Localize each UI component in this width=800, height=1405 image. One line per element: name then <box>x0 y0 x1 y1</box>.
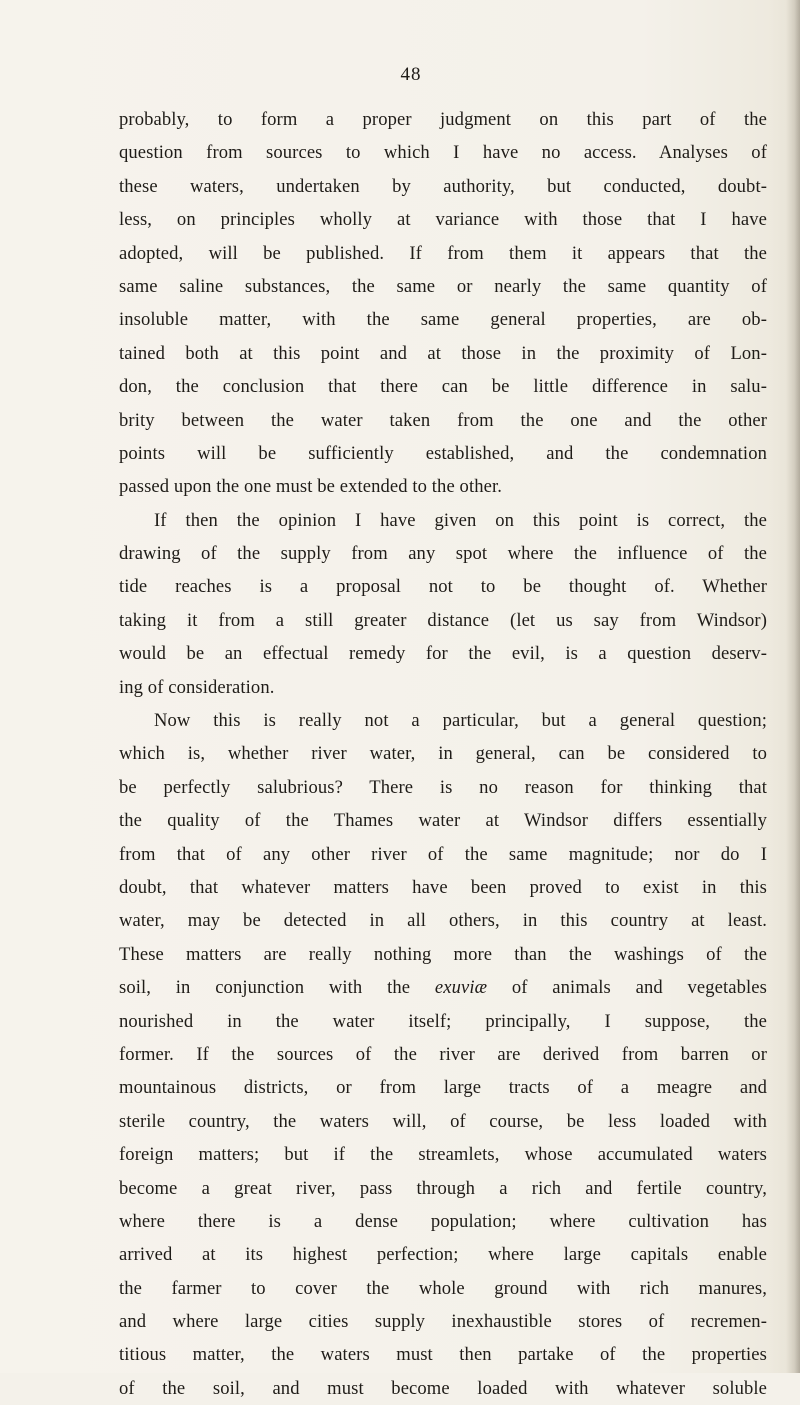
text-line: from that of any other river of the same magnitude; nor do I <box>119 843 767 865</box>
text-line: become a great river, pass through a rich and fertile country, <box>119 1177 767 1199</box>
text-line: foreign matters; but if the streamlets, whose accumulated waters <box>119 1144 767 1166</box>
text-line: which is, whether river water, in general, can be considered to <box>119 743 767 765</box>
text-line: drawing of the supply from any spot where the influence of the <box>119 543 767 565</box>
text-line: former. If the sources of the river are derived from barren or <box>119 1043 767 1065</box>
text-line: less, on principles wholly at variance with those that I have <box>119 209 767 231</box>
text-line: be perfectly salubrious? There is no reason for thinking that <box>119 776 767 798</box>
text-line: where there is a dense population; where cultivation has <box>119 1210 767 1232</box>
text-line: and where large cities supply inexhaustible stores of recremen- <box>119 1311 767 1333</box>
text-line: insoluble matter, with the same general properties, are ob- <box>119 309 767 331</box>
text-line: tide reaches is a proposal not to be thought of. Whether <box>119 576 767 598</box>
text-line: the quality of the Thames water at Windsor differs essentially <box>119 810 767 832</box>
text-line: brity between the water taken from the one and the other <box>119 409 767 431</box>
text-line: titious matter, the waters must then partake of the properties <box>119 1344 767 1366</box>
text-line: mountainous districts, or from large tracts of a meagre and <box>119 1077 767 1099</box>
text-line: doubt, that whatever matters have been proved to exist in this <box>119 876 767 898</box>
text-line: These matters are really nothing more than the washings of the <box>119 943 767 965</box>
text-line: water, may be detected in all others, in this country at least. <box>119 910 767 932</box>
text-line: adopted, will be published. If from them it appears that the <box>119 242 767 264</box>
text-line: these waters, undertaken by authority, but conducted, doubt- <box>119 175 767 197</box>
text-line: arrived at its highest perfection; where large capitals enable <box>119 1244 767 1266</box>
text-line: don, the conclusion that there can be little difference in salu- <box>119 376 767 398</box>
text-line: question from sources to which I have no access. Analyses of <box>119 142 767 164</box>
body-text <box>119 103 767 1405</box>
text-line: probably, to form a proper judgment on this part of the <box>119 109 767 130</box>
text-line: nourished in the water itself; principally, I suppose, the <box>119 1010 767 1032</box>
text-line: same saline substances, the same or nearly the same quantity of <box>119 275 767 297</box>
text-line: ing of consideration. <box>119 676 275 698</box>
page-edge-shadow <box>786 0 800 1373</box>
text-line: taking it from a still greater distance (let us say from Windsor) <box>119 609 767 631</box>
text-line: If then the opinion I have given on this point is correct, the <box>154 509 767 531</box>
text-line: the farmer to cover the whole ground with rich manures, <box>119 1277 767 1299</box>
text-line: passed upon the one must be extended to the other. <box>119 476 502 498</box>
text-line: soil, in conjunction with the exuviæ of animals and vegetables <box>119 977 767 999</box>
text-line: points will be sufficiently established, and the condemnation <box>119 442 767 464</box>
text-line: of the soil, and must become loaded with whatever soluble <box>119 1377 767 1399</box>
text-line: would be an effectual remedy for the evil, is a question deserv- <box>119 643 767 665</box>
text-line: tained both at this point and at those in the proximity of Lon- <box>119 342 767 364</box>
text-line: sterile country, the waters will, of course, be less loaded with <box>119 1110 767 1132</box>
page-number: 48 <box>400 64 422 85</box>
text-line: Now this is really not a particular, but a general question; <box>154 710 767 732</box>
